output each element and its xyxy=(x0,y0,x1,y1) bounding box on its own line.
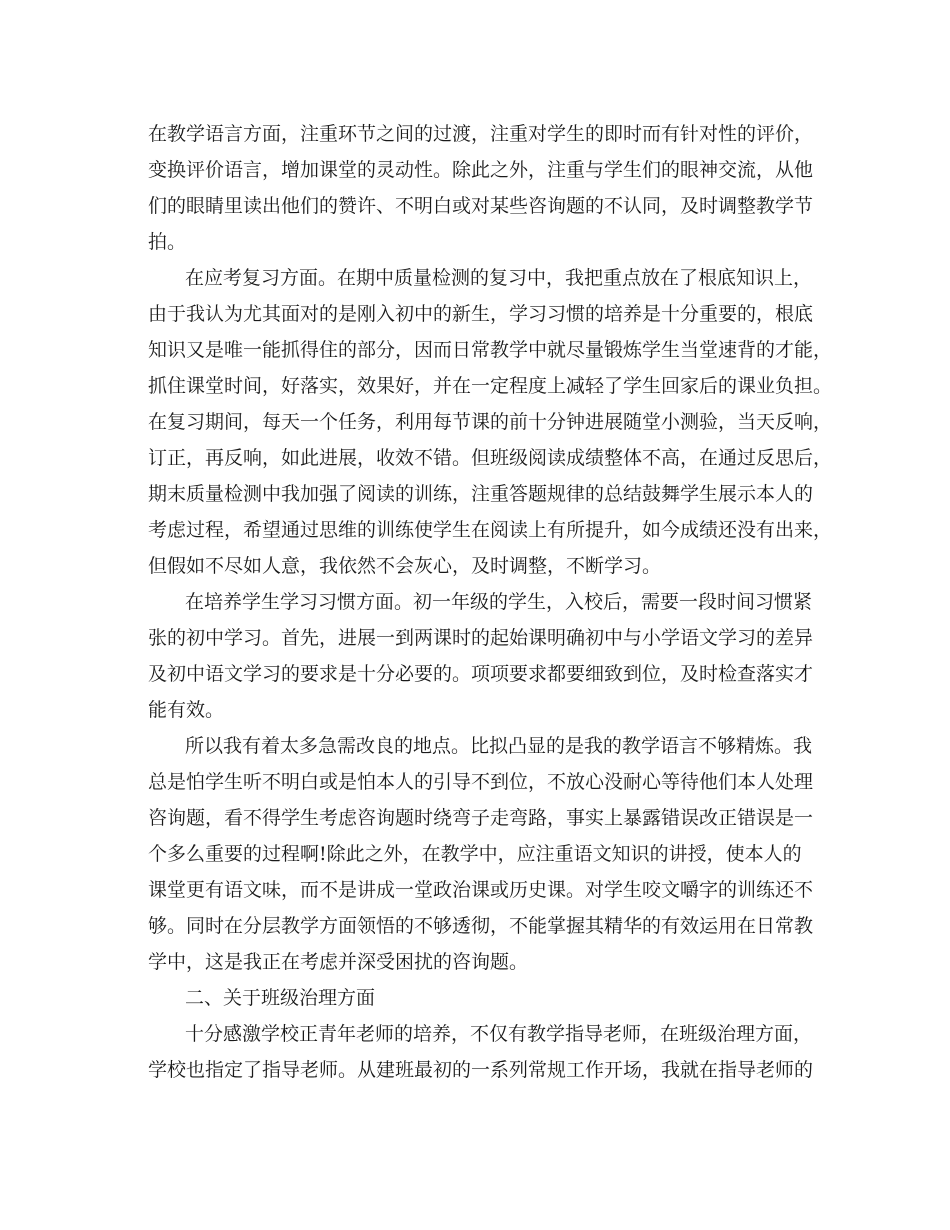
text-line: 总是怕学生听不明白或是怕本人的引导不到位，不放心没耐心等待他们本人处理 xyxy=(148,771,814,793)
text-line: 学中，这是我正在考虑并深受困扰的咨询题。 xyxy=(148,951,529,973)
text-line: 考虑过程，希望通过思维的训练使学生在阅读上有所提升，如今成绩还没有出来， xyxy=(148,519,833,541)
text-line: 知识又是唯一能抓得住的部分，因而日常教学中就尽量锻炼学生当堂速背的才能， xyxy=(148,339,833,361)
text-line: 期末质量检测中我加强了阅读的训练，注重答题规律的总结鼓舞学生展示本人的 xyxy=(148,483,814,505)
paragraph-first-line: 在培养学生学习习惯方面。初一年级的学生，入校后，需要一段时间习惯紧 xyxy=(185,591,813,613)
text-line: 课堂更有语文味，而不是讲成一堂政治课或历史课。对学生咬文嚼字的训练还不 xyxy=(148,879,814,901)
text-line: 个多么重要的过程啊!除此之外，在教学中，应注重语文知识的讲授，使本人的 xyxy=(148,843,802,865)
text-line: 变换评价语言，增加课堂的灵动性。除此之外，注重与学生们的眼神交流，从他 xyxy=(148,159,814,181)
text-line: 订正，再反响，如此进展，收效不错。但班级阅读成绩整体不高，在通过反思后， xyxy=(148,447,833,469)
section-heading: 二、关于班级治理方面 xyxy=(185,987,376,1009)
text-line: 在教学语言方面，注重环节之间的过渡，注重对学生的即时而有针对性的评价， xyxy=(148,123,814,145)
text-line: 由于我认为尤其面对的是刚入初中的新生，学习习惯的培养是十分重要的，根底 xyxy=(148,303,814,325)
text-line: 学校也指定了指导老师。从建班最初的一系列常规工作开场，我就在指导老师的 xyxy=(148,1059,814,1081)
text-line: 抓住课堂时间，好落实，效果好，并在一定程度上减轻了学生回家后的课业负担。 xyxy=(148,375,833,397)
text-line: 拍。 xyxy=(148,231,187,253)
paragraph-first-line: 在应考复习方面。在期中质量检测的复习中，我把重点放在了根底知识上， xyxy=(185,267,813,289)
text-line: 及初中语文学习的要求是十分必要的。项项要求都要细致到位，及时检查落实才 xyxy=(148,663,814,685)
text-line: 够。同时在分层教学方面领悟的不够透彻，不能掌握其精华的有效运用在日常教 xyxy=(148,915,814,937)
text-line: 能有效。 xyxy=(148,699,225,721)
text-line: 在复习期间，每天一个任务，利用每节课的前十分钟进展随堂小测验，当天反响， xyxy=(148,411,833,433)
paragraph-first-line: 所以我有着太多急需改良的地点。比拟凸显的是我的教学语言不够精炼。我 xyxy=(185,735,813,757)
paragraph-first-line: 十分感激学校正青年老师的培养，不仅有教学指导老师，在班级治理方面， xyxy=(185,1023,813,1045)
document-body xyxy=(148,116,833,1088)
text-line: 咨询题，看不得学生考虑咨询题时绕弯子走弯路，事实上暴露错误改正错误是一 xyxy=(148,807,814,829)
text-line: 但假如不尽如人意，我依然不会灰心，及时调整，不断学习。 xyxy=(148,555,662,577)
text-line: 们的眼睛里读出他们的赞许、不明白或对某些咨询题的不认同，及时调整教学节 xyxy=(148,195,814,217)
text-line: 张的初中学习。首先，进展一到两课时的起始课明确初中与小学语文学习的差异 xyxy=(148,627,814,649)
